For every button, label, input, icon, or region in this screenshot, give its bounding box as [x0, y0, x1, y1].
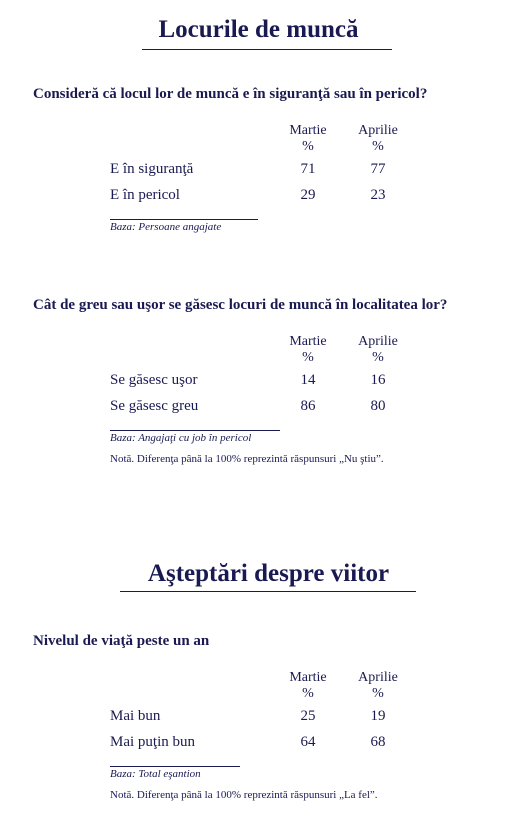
footnote: Notă. Diferenţa până la 100% reprezintă răspunsuri „Nu ştiu”. — [110, 453, 384, 465]
row-label: E în siguranţă — [110, 161, 194, 177]
row-label: Mai puţin bun — [110, 734, 195, 750]
column-header-march — [278, 123, 338, 155]
base-note: Baza: Total eşantion — [110, 768, 201, 780]
base-note: Baza: Persoane angajate — [110, 221, 222, 233]
value-march: 14 — [300, 372, 316, 388]
column-month: Aprilie — [358, 670, 398, 685]
column-unit: % — [302, 686, 314, 701]
column-unit: % — [302, 350, 314, 365]
row-label: Se găsesc greu — [110, 398, 199, 414]
question-living-standard: Nivelul de viaţă peste un an — [33, 633, 210, 649]
row-label: Se găsesc uşor — [110, 372, 198, 388]
value-march: 64 — [300, 734, 316, 750]
column-unit: % — [302, 139, 314, 154]
column-month: Martie — [289, 123, 327, 138]
value-april: 16 — [370, 372, 386, 388]
row-label: E în pericol — [110, 187, 180, 203]
title-underline — [120, 591, 416, 592]
title-underline — [142, 49, 392, 50]
column-month: Aprilie — [358, 123, 398, 138]
base-divider — [110, 219, 258, 220]
row-label: Mai bun — [110, 708, 161, 724]
question-job-availability: Cât de greu sau uşor se găsesc locuri de muncă în localitatea lor? — [33, 297, 448, 313]
column-header-april — [348, 670, 408, 702]
section-title-expectations: Aşteptări despre viitor — [147, 560, 390, 587]
value-march: 71 — [300, 161, 316, 177]
column-month: Aprilie — [358, 334, 398, 349]
column-month: Martie — [289, 670, 327, 685]
column-unit: % — [372, 686, 384, 701]
base-note: Baza: Angajaţi cu job în pericol — [110, 432, 252, 444]
column-month: Martie — [289, 334, 327, 349]
column-header-april — [348, 123, 408, 155]
value-april: 80 — [370, 398, 386, 414]
base-divider — [110, 430, 280, 431]
value-april: 77 — [370, 161, 386, 177]
question-job-safety: Consideră că locul lor de muncă e în siguranţă sau în pericol? — [33, 86, 428, 102]
value-april: 23 — [370, 187, 386, 203]
value-april: 68 — [370, 734, 386, 750]
value-march: 25 — [300, 708, 316, 724]
value-march: 86 — [300, 398, 316, 414]
base-divider — [110, 766, 240, 767]
column-header-march — [278, 670, 338, 702]
footnote: Notă. Diferenţa până la 100% reprezintă răspunsuri „La fel”. — [110, 789, 378, 801]
section-title-jobs: Locurile de muncă — [158, 16, 359, 43]
column-unit: % — [372, 350, 384, 365]
value-april: 19 — [370, 708, 386, 724]
column-unit: % — [372, 139, 384, 154]
column-header-march — [278, 334, 338, 366]
column-header-april — [348, 334, 408, 366]
value-march: 29 — [300, 187, 316, 203]
